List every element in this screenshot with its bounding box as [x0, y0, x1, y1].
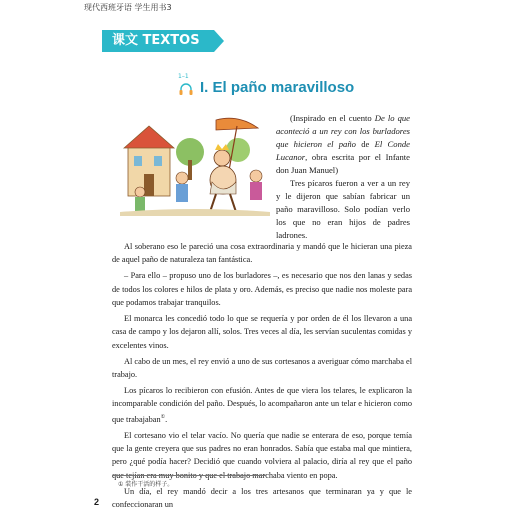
page-number: 2 [94, 497, 100, 507]
paragraph: Los pícaros lo recibieron con efusión. Antes de que viera los telares, le explicaron la incomparable condición del paño. Después, lo acompañaron ante un telar e hicieron como que trabajaban①. [112, 386, 412, 424]
intro-block [276, 112, 410, 242]
paragraph: El cortesano vio el telar vacío. No quería que nadie se enterara de eso, porque temía que la gente creyera que sus padres no eran honrados. Sabía que estaba mal que mintiera, pero ¿qué podía hacer? Decidió que cuando volviera al palacio, diría al rey que el paño que tejían era muy bonito y que el trabajo marchaba viento en popa. [112, 430, 412, 480]
section-banner: 课文 TEXTOS [102, 30, 214, 52]
story-opening: Tres pícaros fueron a ver a un rey y le dijeron que sabían fabricar un paño maravilloso. Solo podían verlo los que no eran hijos de padres ladrones. [276, 178, 410, 240]
paragraph: Al cabo de un mes, el rey envió a uno de sus cortesanos a averiguar cómo marchaba el trabajo. [112, 356, 412, 380]
source-note: (Inspirado en el cuento De lo que aconteció a un rey con los burladores que hicieron el paño de El Conde Lucanor, obra escrita por el Infante don Juan Manuel) [276, 113, 410, 175]
lesson-title: I. El paño maravilloso [200, 79, 355, 96]
footnote-marker[interactable]: ① [160, 414, 166, 420]
paragraph: – Para ello – propuso uno de los burladores –, es necesario que nos den lanas y sedas de todos los colores e hilos de plata y oro. Además, es preciso que nadie nos moleste para que podamos trabajar tranquilos. [112, 271, 412, 308]
footnote-divider [112, 475, 266, 476]
headphones-icon [178, 82, 194, 96]
paragraph: Al soberano eso le pareció una cosa extraordinaria y mandó que le hicieran una pieza de aquel paño de naturaleza tan fantástica. [112, 242, 412, 265]
story-body [112, 240, 412, 514]
running-header: 现代西班牙语 学生用书3 [84, 3, 172, 12]
story-illustration [120, 116, 270, 216]
paragraph: Un día, el rey mandó decir a los tres artesanos que terminaran ya y que le confeccionaran un [112, 486, 412, 510]
audio-track-number: 1–1 [178, 73, 189, 80]
footnote: ① 装作干活的样子。 [118, 481, 174, 488]
paragraph: El monarca les concedió todo lo que se requería y por orden de él los llevaron a una casa de campo y los dejaron allí, solos. Tres veces al día, les servían suculentas comidas y excelentes vinos. [112, 314, 412, 350]
